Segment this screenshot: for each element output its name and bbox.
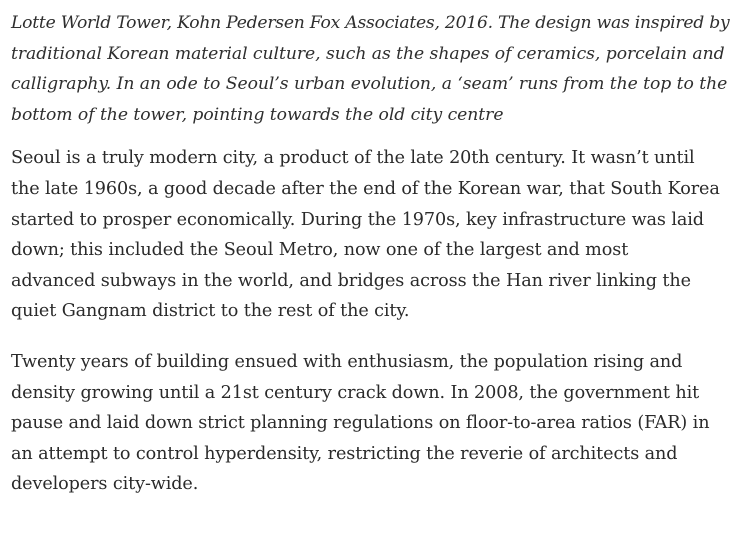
paragraph-line: Seoul is a truly modern city, a product of the late 20th century. It wasn’t until (11, 148, 695, 169)
spacer (11, 130, 729, 143)
paragraph-line: quiet Gangnam district to the rest of the city. (11, 301, 410, 322)
paragraph-line: the late 1960s, a good decade after the end of the Korean war, that South Korea (11, 178, 720, 199)
paragraph-line: advanced subways in the world, and bridges across the Han river linking the (11, 270, 691, 291)
article-body (11, 8, 729, 500)
paragraph-line: down; this included the Seoul Metro, now one of the largest and most (11, 240, 629, 261)
paragraph-seoul-modern-city (11, 143, 729, 327)
image-caption (11, 8, 729, 130)
caption-line: calligraphy. In an ode to Seoul’s urban evolution, a ‘seam’ runs from the top to the (11, 74, 728, 95)
paragraph-line: Twenty years of building ensued with enthusiasm, the population rising and (11, 351, 683, 372)
caption-line: traditional Korean material culture, such as the shapes of ceramics, porcelain and (11, 43, 725, 64)
spacer (11, 327, 729, 347)
paragraph-line: an attempt to control hyperdensity, restricting the reverie of architects and (11, 443, 678, 464)
paragraph-line: developers city-wide. (11, 474, 199, 495)
caption-line: bottom of the tower, pointing towards the old city centre (11, 104, 504, 125)
paragraph-line: pause and laid down strict planning regulations on floor-to-area ratios (FAR) in (11, 413, 710, 434)
paragraph-line: started to prosper economically. During the 1970s, key infrastructure was laid (11, 209, 704, 230)
caption-line: Lotte World Tower, Kohn Pedersen Fox Associates, 2016. The design was inspired by (11, 13, 730, 33)
paragraph-line: density growing until a 21st century crack down. In 2008, the government hit (11, 382, 700, 403)
paragraph-building-regulations (11, 347, 729, 500)
